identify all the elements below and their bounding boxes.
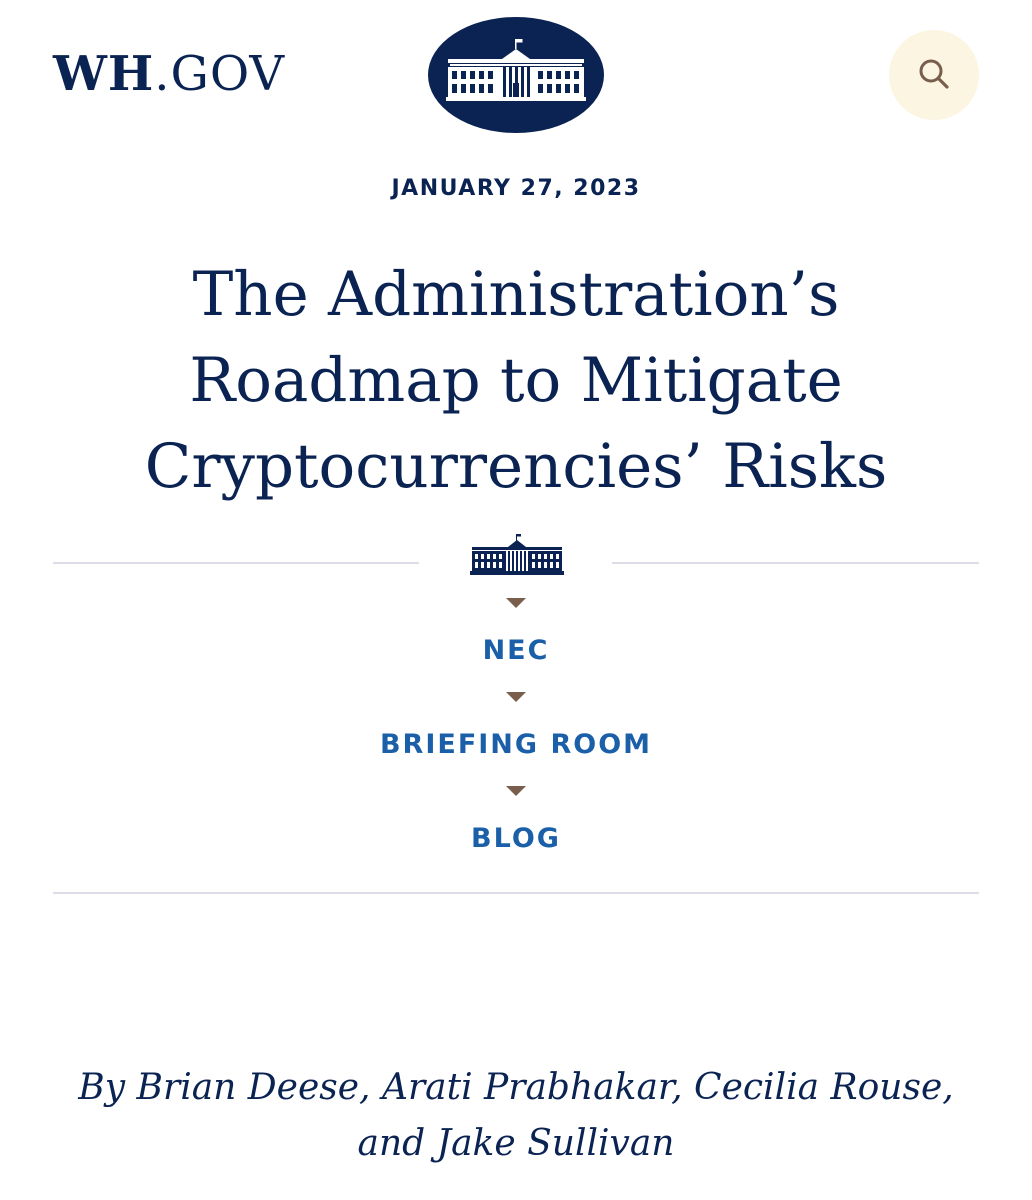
byline [40, 1060, 992, 1172]
wordmark-rest: .GOV [154, 46, 286, 102]
article-date: JANUARY 27, 2023 [391, 176, 641, 201]
caret-down-icon [506, 786, 526, 796]
breadcrumb-briefing-room[interactable]: BRIEFING ROOM [379, 729, 653, 760]
breadcrumb-nec[interactable]: NEC [482, 635, 550, 666]
white-house-seal-icon[interactable] [428, 17, 604, 133]
article-title: The Administration’s Roadmap to Mitigate Cryptocurrencies’ Risks [144, 259, 888, 502]
byline-line-2: and Jake Sullivan [357, 1123, 675, 1164]
divider-bottom [53, 892, 979, 894]
divider-left [53, 562, 419, 564]
site-wordmark[interactable] [53, 44, 285, 104]
breadcrumb-blog[interactable]: BLOG [471, 823, 561, 854]
caret-down-icon [506, 692, 526, 702]
caret-down-icon [506, 598, 526, 608]
wordmark-bold: WH [53, 46, 155, 102]
search-icon [917, 57, 951, 94]
search-button[interactable] [889, 30, 979, 120]
byline-line-1: By Brian Deese, Arati Prabhakar, Cecilia Rouse, [78, 1067, 954, 1108]
white-house-icon [470, 534, 564, 578]
divider-right [612, 562, 979, 564]
